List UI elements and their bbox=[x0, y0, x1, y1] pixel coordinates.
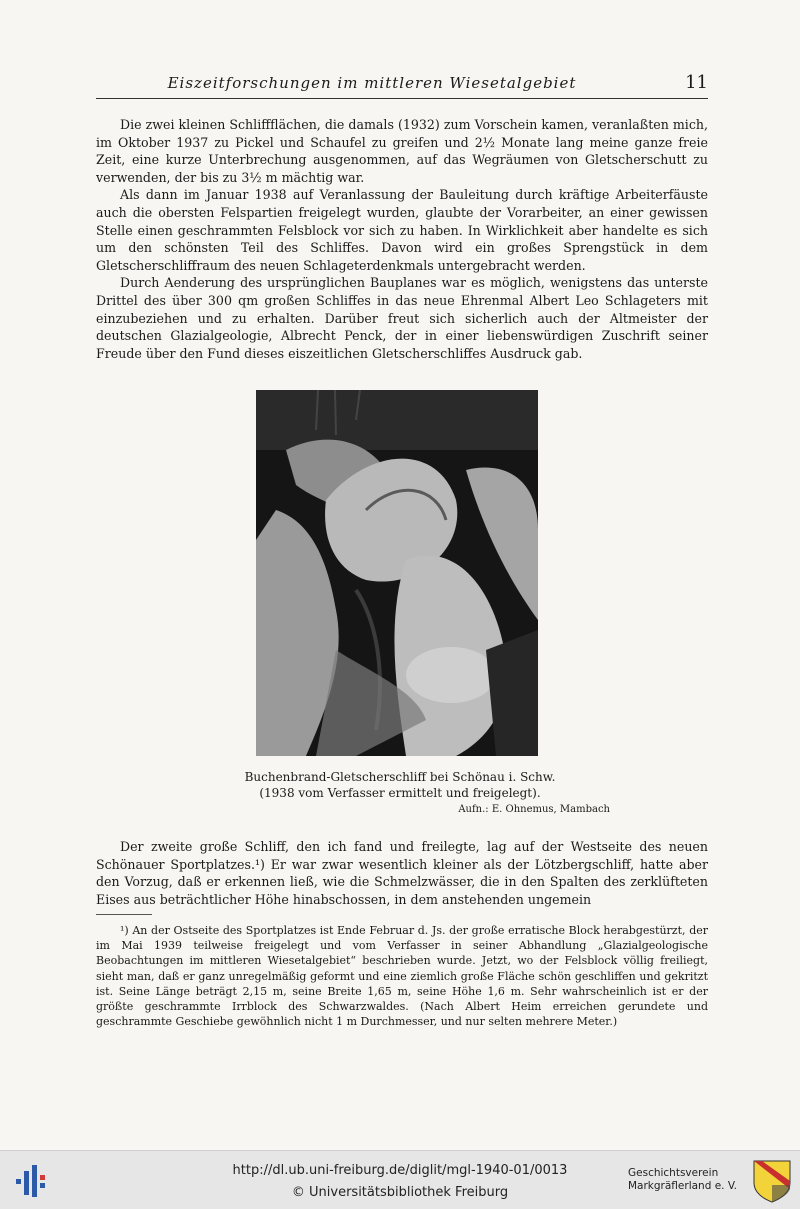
body-text-top bbox=[96, 116, 708, 362]
figure-credit: Aufn.: E. Ohnemus, Mambach bbox=[458, 804, 610, 815]
header-rule bbox=[96, 98, 708, 99]
footnote-text: ¹) An der Ostseite des Sportplatzes ist Ende Februar d. Js. der große erratische Block herabgestürzt, der im Mai 1939 teilweise freigelegt und vom Verfasser in seiner Abhandlung „Glazialgeologische Beobachtungen im mittleren Wiesetalgebiet“ beschrieben wurde. Jetzt, wo der Felsblock völlig freiliegt, sieht man, daß er ganz unregelmäßig geformt und eine ziemlich große Fläche schön geschliffen und gekritzt ist. Seine Länge beträgt 2,15 m, seine Breite 1,65 m, seine Höhe 1,6 m. Sehr wahrscheinlich ist er der größte geschrammte Irrblock des Schwarzwaldes. (Nach Albert Heim erreichen gerundete und geschrammte Geschiebe gewöhnlich nicht 1 m Durchmesser, und nur selten mehrere Meter.) bbox=[96, 924, 708, 1029]
society-name-line2: Markgräflerland e. V. bbox=[628, 1180, 738, 1192]
document-url-link[interactable]: http://dl.ub.uni-freiburg.de/diglit/mgl-1940-01/0013 bbox=[232, 1163, 568, 1178]
paragraph: Als dann im Januar 1938 auf Veranlassung der Bauleitung durch kräftige Arbeiterfäuste auch die obersten Felspartien freigelegt wurden, glaubte der Vorarbeiter, an einer gewissen Stelle einen geschrammten Felsblock vor sich zu haben. In Wirklichkeit aber handelte es sich um den schönsten Teil des Schliffes. Davon wird ein großes Sprengstück in dem Gletscherschliffraum des neuen Schlageterdenkmals untergebracht werden. bbox=[96, 187, 708, 273]
page-number: 11 bbox=[685, 72, 708, 93]
figure-caption-line1: Buchenbrand-Gletscherschliff bei Schönau i. Schw. bbox=[244, 770, 556, 784]
footnote-rule bbox=[96, 914, 152, 915]
society-name-line1: Geschichtsverein bbox=[628, 1167, 719, 1179]
glacier-polish-photo bbox=[256, 390, 538, 756]
society-name[interactable] bbox=[628, 1167, 748, 1193]
body-text-bottom bbox=[96, 838, 708, 908]
photo-illustration bbox=[256, 390, 538, 756]
copyright-text: © Universitätsbibliothek Freiburg bbox=[291, 1185, 509, 1200]
paragraph: Die zwei kleinen Schliffflächen, die damals (1932) zum Vorschein kamen, veranlaßten mich, im Oktober 1937 zu Pickel und Schaufel zu greifen und 2½ Monate lang meine ganze freie Zeit, eine kurze Unterbrechung ausgenommen, auf das Wegräumen von Gletscherschutt zu verwenden, der bis zu 3½ m mächtig war. bbox=[96, 117, 708, 185]
footnote bbox=[96, 923, 708, 1029]
viewer-footer bbox=[0, 1150, 800, 1209]
header-title: Eiszeitforschungen im mittleren Wiesetalgebiet bbox=[167, 74, 577, 92]
paragraph: Durch Aenderung des ursprünglichen Bauplanes war es möglich, wenigstens das unterste Drittel des über 300 qm großen Schliffes in das neue Ehrenmal Albert Leo Schlageters mit einzubeziehen und zu erhalten. Darüber freut sich sicherlich auch der Altmeister der deutschen Glazialgeologie, Albrecht Penck, der in einer liebenswürdigen Zuschrift seiner Freude über den Fund dieses eiszeitlichen Gletscherschliffes Ausdruck gab. bbox=[96, 275, 708, 361]
coat-of-arms-icon[interactable] bbox=[752, 1159, 792, 1203]
figure-caption-line2: (1938 vom Verfasser ermittelt und freigelegt). bbox=[259, 786, 541, 800]
paragraph: Der zweite große Schliff, den ich fand und freilegte, lag auf der Westseite des neuen Schönauer Sportplatzes.¹) Er war zwar wesentlich kleiner als der Lötzbergschliff, hatte aber den Vorzug, daß er erkennen ließ, wie die Schmelzwässer, die in den Spalten des zerklüfteten Eises aus beträchtlicher Höhe hinabschossen, in dem anstehenden ungemein bbox=[96, 839, 708, 907]
running-header bbox=[96, 72, 708, 98]
